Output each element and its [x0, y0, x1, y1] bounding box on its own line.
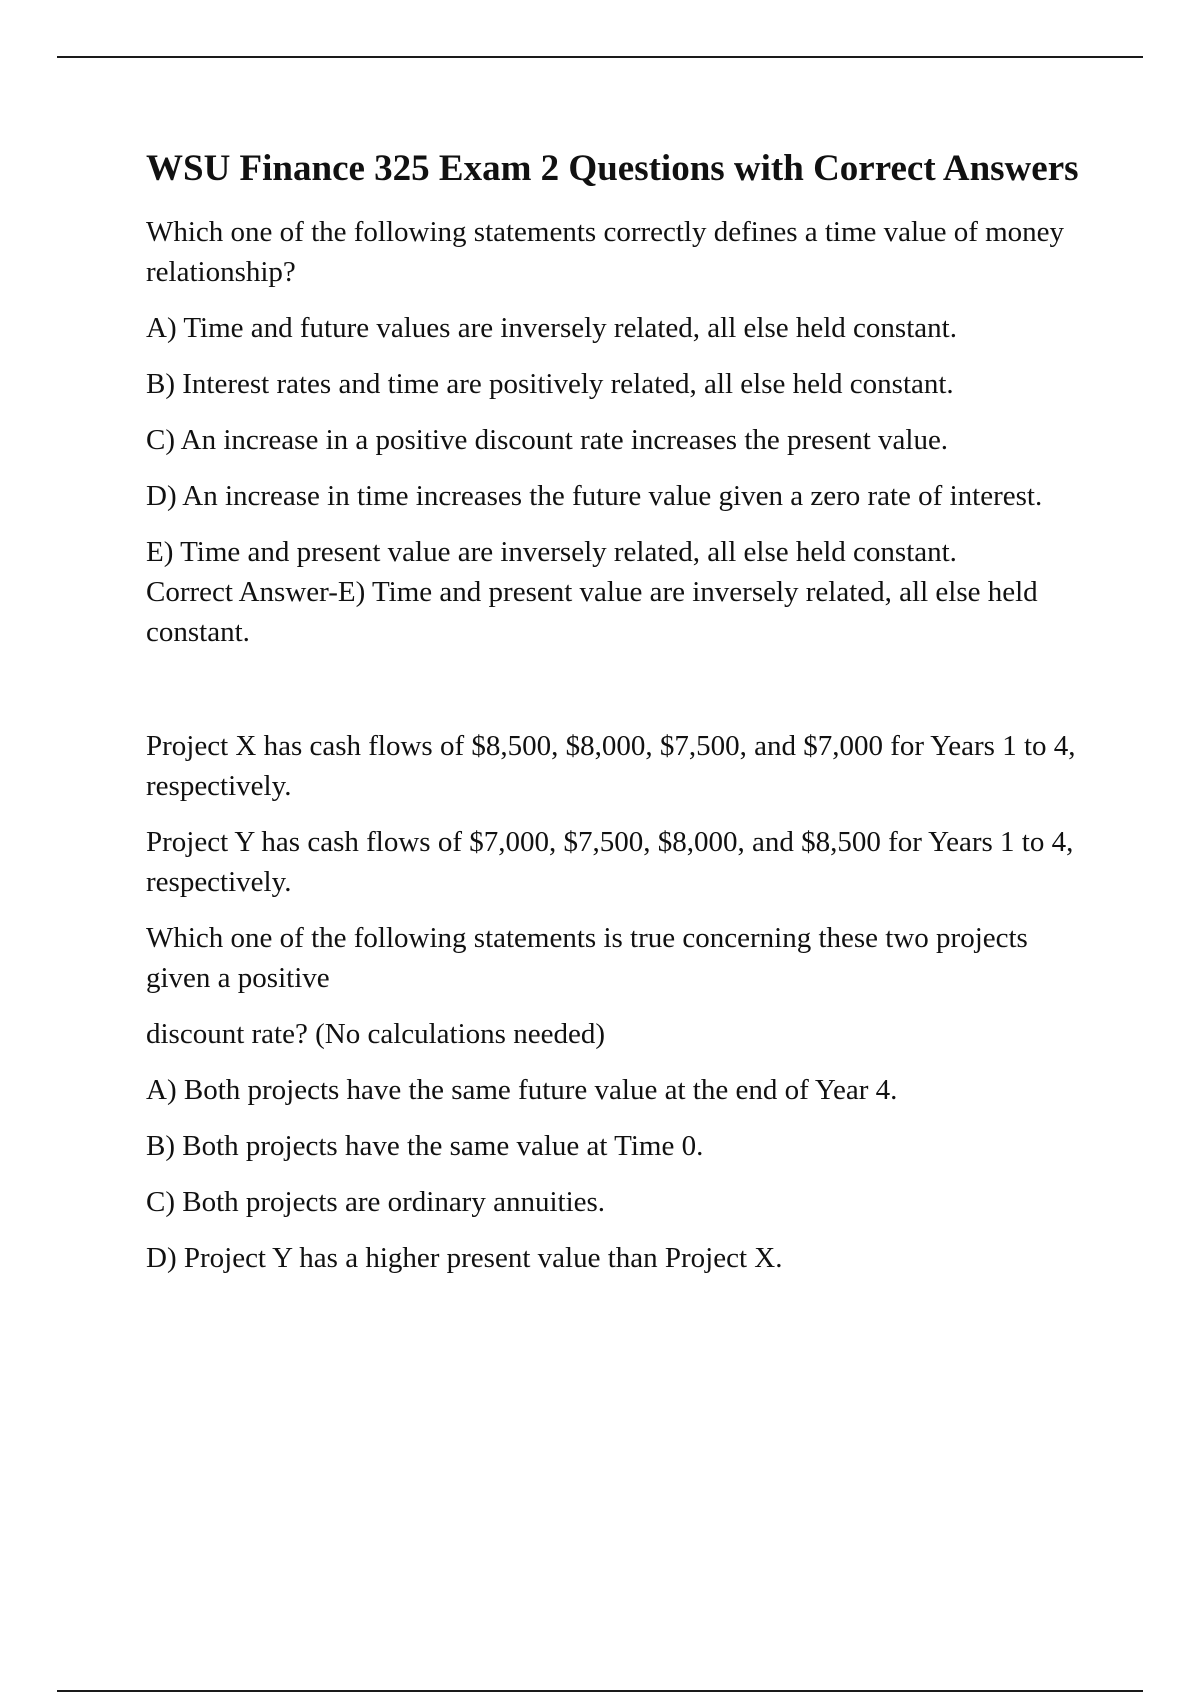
question-2-prompt-line-1: Which one of the following statements is true concerning these two projects given a positive: [146, 922, 1028, 994]
question-2-option-b: B) Both projects have the same value at Time 0.: [146, 1130, 704, 1162]
question-separator: [146, 668, 1086, 726]
question-2-option-d: D) Project Y has a higher present value than Project X.: [146, 1242, 783, 1274]
question-1-option-b: B) Interest rates and time are positively related, all else held constant.: [146, 368, 954, 400]
question-2: [146, 726, 1086, 1278]
question-2-option-a: A) Both projects have the same future value at the end of Year 4.: [146, 1074, 898, 1106]
question-2-prompt-line-2: discount rate? (No calculations needed): [146, 1018, 605, 1050]
question-1-option-d: D) An increase in time increases the future value given a zero rate of interest.: [146, 480, 1043, 512]
question-1-correct-answer: Correct Answer-E) Time and present value are inversely related, all else held constant.: [146, 576, 1038, 648]
question-2-project-y: Project Y has cash flows of $7,000, $7,500, $8,000, and $8,500 for Years 1 to 4, respectively.: [146, 826, 1074, 898]
footer-rule: [57, 1690, 1143, 1692]
question-1-prompt: Which one of the following statements correctly defines a time value of money relationship?: [146, 216, 1065, 288]
question-2-project-x: Project X has cash flows of $8,500, $8,000, $7,500, and $7,000 for Years 1 to 4, respectively.: [146, 730, 1076, 802]
document-title: WSU Finance 325 Exam 2 Questions with Correct Answers: [146, 148, 1079, 189]
question-1: [146, 212, 1086, 652]
question-1-option-e: E) Time and present value are inversely related, all else held constant.: [146, 536, 957, 568]
question-1-option-c: C) An increase in a positive discount rate increases the present value.: [146, 424, 949, 456]
question-1-option-a: A) Time and future values are inversely related, all else held constant.: [146, 312, 957, 344]
question-2-option-c: C) Both projects are ordinary annuities.: [146, 1186, 606, 1218]
question-1-option-e-with-answer: [146, 532, 1086, 652]
header-rule: [57, 56, 1143, 58]
document-body: [146, 144, 1086, 1294]
